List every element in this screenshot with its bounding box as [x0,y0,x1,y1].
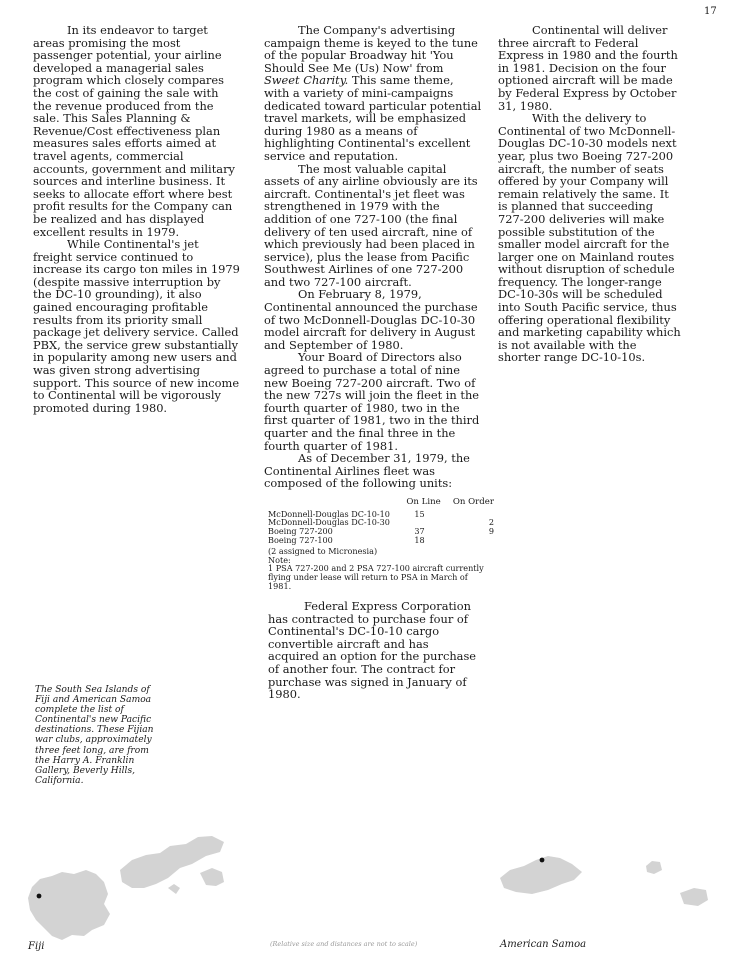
fiji-label: Fiji [28,941,45,952]
paragraph-jet-freight: While Continental's jet freight service continued to increase its cargo ton miles in 1979 (despite massive interruption by the DC-10 grounding), it also gained encouraging profitable results from its priority small package jet delivery service. Called PBX, the service grew substantially in popularity among new users and was given strong advertising support. This source of new income to Continental will be vigorously promoted during 1980. [33,237,240,415]
note-label: Note: [268,554,291,565]
samoa-location-marker [540,858,545,863]
fiji-viti-levu [28,870,110,940]
fiji-location-marker [37,894,42,899]
page-number: 17 [704,6,717,17]
samoa-tau [680,888,708,906]
island-shapes [28,836,708,940]
paragraph-dc10-purchase: On February 8, 1979, Continental announced the purchase of two McDonnell-Douglas DC-10-30 model aircraft for delivery in August and September of 1980. [264,287,478,352]
paragraph-sales-planning: In its endeavor to target areas promising the most passenger potential, your airline developed a managerial sales program which closely compares the cost of gaining the sale with the revenue produced from the sale. This Sales Planning & Revenue/Cost effectiveness plan measures sales efforts aimed at travel agents, commercial accounts, government and military sources and interline business. It seeks to allocate effort where best profit results for the Company can be realized and has displayed excellent results in 1979. [33,23,235,239]
aircraft-type: Boeing 727-200 [268,526,333,537]
paragraph-fedex: Federal Express Corporation has contracted to purchase four of Continental's DC-10-10 cargo convertible aircraft and has acquired an option for the purchase of another four. The contract for purchase was signed in January of 1980. [268,599,477,702]
paragraph-board-727: Your Board of Directors also agreed to purchase a total of nine new Boeing 727-200 aircraft. Two of the new 727s will join the fleet in the fourth quarter of 1980, two in the first quarter of 1981, two in the third quarter and the final three in the fourth quarter of 1981. [264,350,480,453]
advertising-text-end: This same theme, with a variety of mini-campaigns dedicated toward particular potential travel markets, will be emphasized during 1980 as a means of highlighting Continental's excellent service and reputation. [264,73,482,163]
paragraph-aircraft-assets: The most valuable capital assets of any airline obviously are its aircraft. Continental's jet fleet was strengthened in 1979 with the addition of one 727-100 (the final delivery of ten used aircraft, nine of which previously had been placed in service), plus the lease from Pacific Southwest Airlines of one 727-200 and two 727-100 aircraft. [264,161,478,289]
header-on-order: On Order [452,497,494,507]
scale-note: (Relative size and distances are not to scale) [270,940,418,948]
paragraph-fleet-intro: As of December 31, 1979, the Continental Airlines fleet was composed of the following units: [264,451,470,491]
aircraft-type: McDonnell-Douglas DC-10-30 [268,517,390,528]
on-line-count: 15 [414,508,425,519]
on-order-count: 2 [488,517,494,528]
aircraft-type: Boeing 727-100 [268,534,333,545]
sweet-charity-title: Sweet Charity. [264,73,349,88]
header-on-line: On Line [406,497,441,507]
american-samoa-label: American Samoa [500,939,587,950]
note-text: 1 PSA 727-200 and 2 PSA 727-100 aircraft currently flying under lease will return to PSA in March of 1981. [268,563,484,591]
samoa-ofu [646,861,662,874]
advertising-text-start: The Company's advertising campaign theme is keyed to the tune of the popular Broadway hit 'You Should See Me (Us) Now' from [264,23,478,75]
aircraft-type: McDonnell-Douglas DC-10-10 [268,508,390,519]
paragraph-fedex-delivery: Continental will deliver three aircraft to Federal Express in 1980 and the fourth in 1981. Decision on the four optioned aircraft will be made by Federal Express by October 31, 1980. [498,23,678,113]
fiji-small-island [168,884,180,894]
fiji-taveuni [200,868,224,886]
micronesia-note: (2 assigned to Micronesia) [268,546,378,556]
on-line-count: 18 [414,534,425,545]
photo-caption: The South Sea Islands of Fiji and American Samoa complete the list of Continental's new Pacific destinations. These Fijian war clubs, approximately three feet long, are from the Harry A. Franklin Gallery, Beverly Hills, California. [35,685,154,786]
on-order-count: 9 [488,526,494,537]
paragraph-dc10-delivery: With the delivery to Continental of two McDonnell-Douglas DC-10-30 models next year, plus two Boeing 727-200 aircraft, the number of seats offered by your Company will remain relatively the same. It is planned that succeeding 727-200 deliveries will make possible substitution of the smaller model aircraft for the larger one on Mainland routes without disruption of schedule frequency. The longer-range DC-10-30s will be scheduled into South Pacific service, thus offering operational flexibility and marketing capability which is not available with the shorter range DC-10-10s. [498,111,681,365]
on-line-count: 37 [414,526,425,537]
